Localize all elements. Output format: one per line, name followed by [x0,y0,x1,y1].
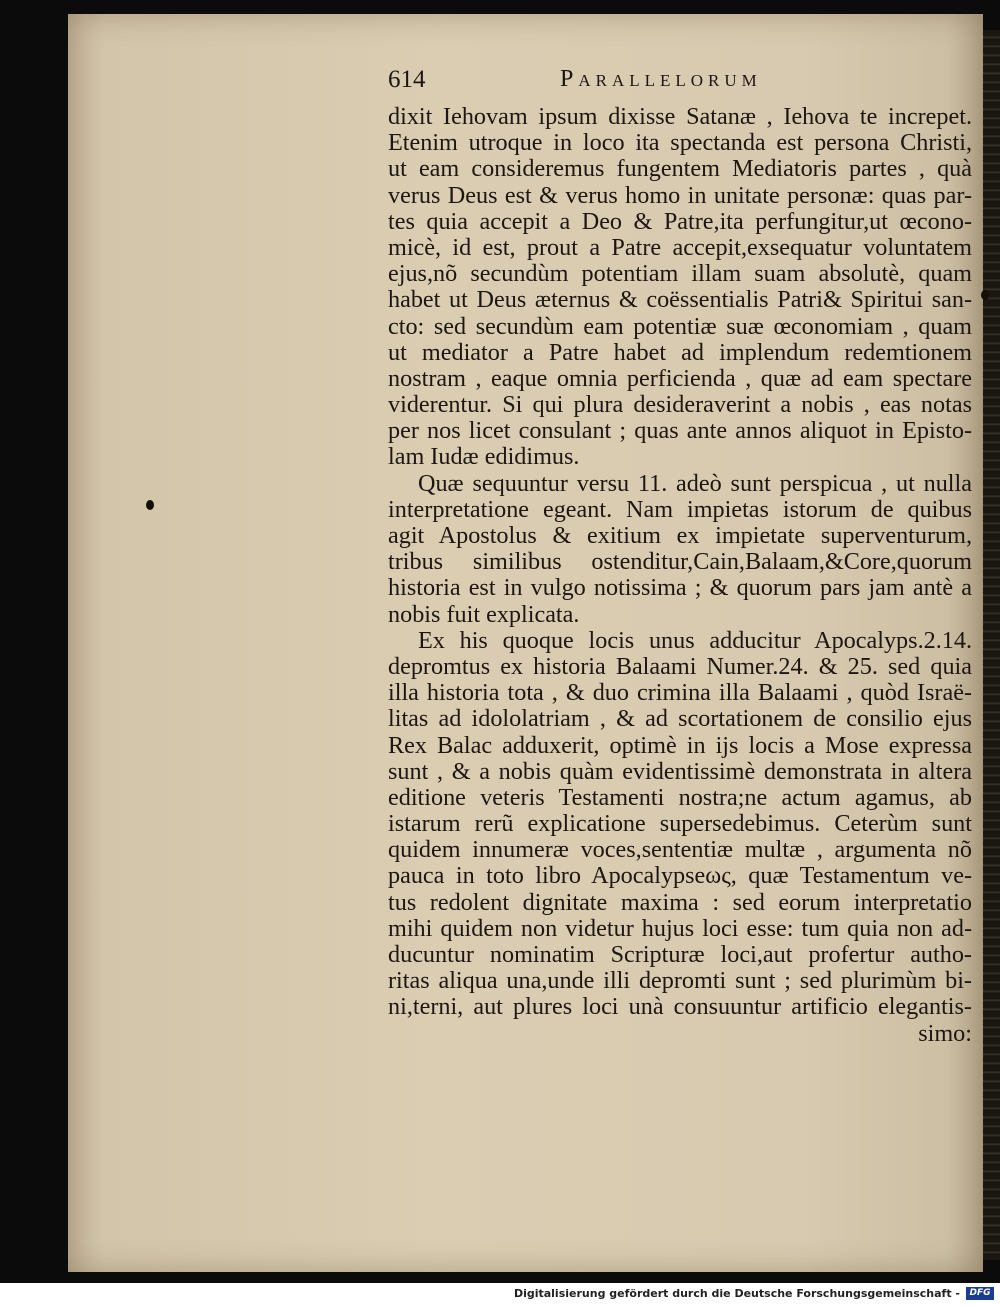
page-header [388,66,968,102]
text-line: agit Apostolus & exitium ex impietate superventurum, [388,523,972,549]
text-line: viderentur. Si qui plura desideraverint a nobis , eas notas [388,392,972,419]
text-line: istarum rerũ explicatione supersedebimus. Ceterùm sunt [388,811,972,838]
text-line: micè, id est, prout a Patre accepit,exsequatur voluntatem [388,234,972,261]
text-line: ut eam consideremus fungentem Mediatoris partes , quà [388,156,972,183]
text-line: Ex his quoque locis unus adducitur Apocalyps.2.14. [418,627,972,654]
text-line: tus redolent dignitate maxima : sed eorum interpretatio [388,889,972,916]
text-line: ni,terni, aut plures loci unà consuuntur artificio elegantis- [388,994,972,1021]
text-line: pauca in toto libro Apocalypseως, quæ Testamentum ve- [388,863,972,890]
text-line: depromtus ex historia Balaami Numer.24. & 25. sed quia [388,653,972,680]
text-line: sunt , & a nobis quàm evidentissimè demonstrata in altera [388,758,972,785]
text-line: ducuntur nominatim Scripturæ loci,aut profertur autho- [388,942,972,968]
text-line: habet ut Deus æternus & coëssentialis Patri& Spiritui san- [388,287,972,314]
text-line: lam Iudæ edidimus. [388,444,580,471]
funding-credit: Digitalisierung gefördert durch die Deutsche Forschungsgemeinschaft - [513,1287,960,1300]
text-line: ut mediator a Patre habet ad implendum redemtionem [388,339,972,366]
text-line: interpretatione egeant. Nam impietas istorum de quibus [388,496,972,523]
text-line: dixit Iehovam ipsum dixisse Satanæ , Iehova te increpet. [388,104,972,130]
page-number: 614 [388,66,426,93]
text-line: Etenim utroque in loco ita spectanda est persona Christi, [388,130,972,157]
text-line: nostram , eaque omnia perficienda , quæ ad eam spectare [388,365,972,392]
text-line: nobis fuit explicata. [388,601,580,628]
text-line: tribus similibus ostenditur,Cain,Balaam,&Core,quorum [388,549,972,576]
text-line: ejus,nõ secundùm potentiam illam suam absolutè, quam [388,261,972,288]
text-line: Rex Balac adduxerit, optimè in ijs locis a Mose expressa [388,732,972,759]
ink-spot [981,290,989,300]
text-line: mihi quidem non videtur hujus loci esse: tum quia non ad- [388,915,972,942]
text-line: Quæ sequuntur versu 11. adeò sunt perspicua , ut nulla [418,470,972,497]
text-line: cto: sed secundùm eam potentiæ suæ œconomiam , quam [388,313,972,340]
text-line: litas ad idololatriam , & ad scortationem de consilio ejus [388,706,972,733]
page-edge-stack [983,30,1000,1260]
text-line: historia est in vulgo notissima ; & quorum pars jam antè a [388,575,972,602]
text-line: editione veteris Testamenti nostra;ne actum agamus, ab [388,784,972,811]
text-line: tes quia accepit a Deo & Patre,ita perfungitur,ut œcono- [388,208,972,235]
text-line: per nos licet consulant ; quas ante annos aliquot in Episto- [388,418,972,445]
ink-spot [146,500,154,510]
text-line: illa historia tota , & duo crimina illa Balaami , quòd Israë- [388,680,972,707]
text-line: quidem innumeræ voces,sententiæ multæ , argumenta nõ [388,837,972,864]
text-line: simo: [918,1020,972,1047]
text-line: verus Deus est & verus homo in unitate personæ: quas par- [388,182,972,209]
dfg-logo-icon: DFG [966,1287,994,1300]
text-line: ritas aliqua una,unde illi depromti sunt ; sed plurimùm bi- [388,968,972,995]
body-text [388,104,972,1047]
running-title: Parallelorum [560,66,762,92]
footer-bar [0,1283,1000,1305]
